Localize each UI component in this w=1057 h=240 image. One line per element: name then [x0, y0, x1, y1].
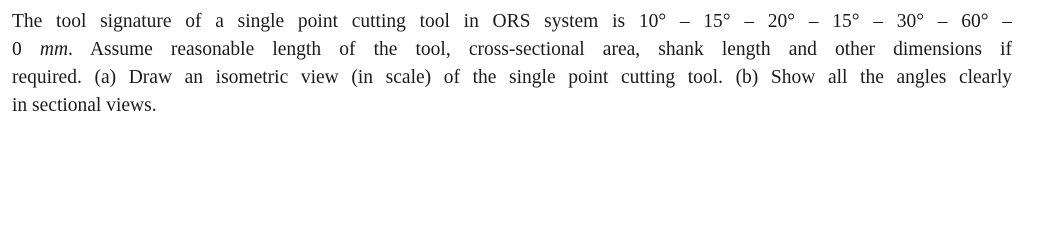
question-line-1: [12, 8, 1012, 36]
question-assumptions-text: . Assume reasonable length of the tool, cross-sectional area, shank length and other dimensions if: [68, 39, 1012, 60]
nose-radius-unit: mm: [39, 39, 69, 60]
question-text: [12, 8, 1012, 120]
question-line-4: in sectional views.: [12, 95, 157, 116]
question-line-3: required. (a) Draw an isometric view (in scale) of the single point cutting tool. (b) Show all the angles clearly: [12, 67, 1012, 88]
question-line-2: [12, 36, 1012, 64]
tool-signature-nose-radius: [12, 39, 68, 60]
nose-radius-value: 0: [12, 39, 22, 60]
tool-signature: 10° – 15° – 20° – 15° – 30° – 60° –: [638, 11, 1013, 32]
question-intro-text: The tool signature of a single point cutting tool in ORS system is: [12, 11, 639, 32]
